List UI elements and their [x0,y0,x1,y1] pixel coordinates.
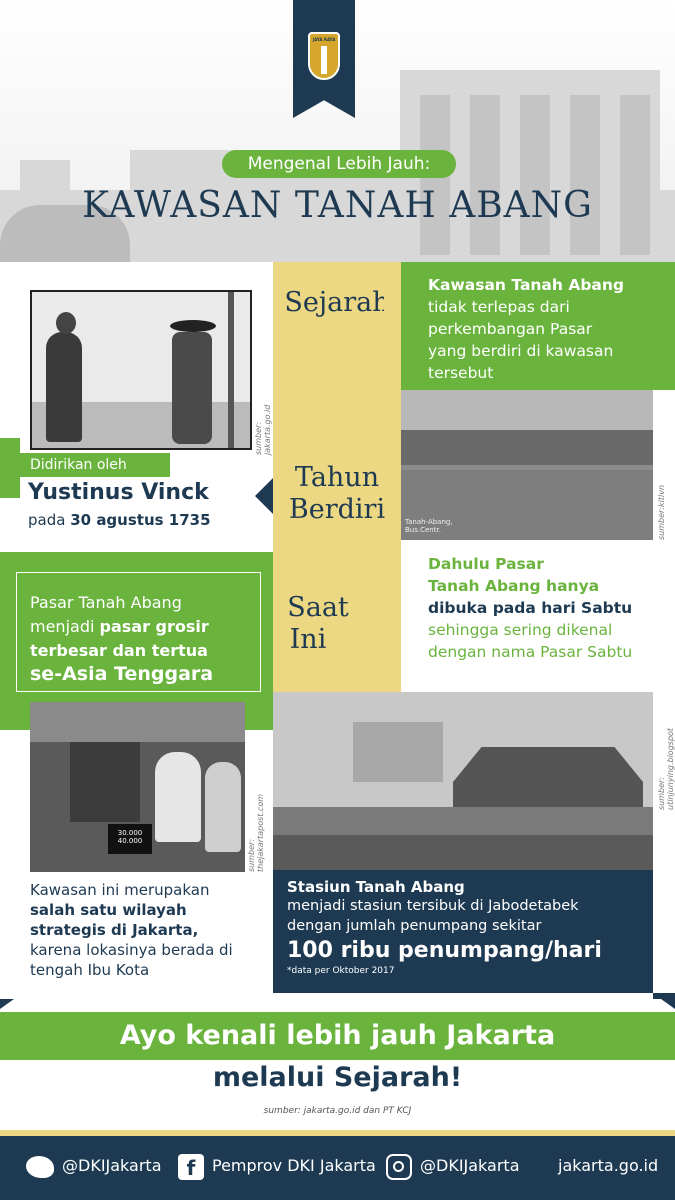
page-title: KAWASAN TANAH ABANG [82,185,593,226]
pasar-sabtu-line1: Dahulu Pasar [428,555,544,573]
cta-line2: melalui Sejarah! [212,1062,463,1093]
strategis-line5: tengah Ibu Kota [30,961,150,979]
arrow-right-icon [384,283,402,315]
station-photo [273,692,653,870]
founder-engraving-photo [30,290,252,450]
grosir-line3: terbesar dan tertua [30,641,208,660]
sejarah-line5: tersebut [428,364,494,382]
subtitle-pill: Mengenal Lebih Jauh: [222,150,456,178]
sejarah-line4: yang berdiri di kawasan [428,342,614,360]
market-ceiling [30,702,245,742]
mannequin [155,752,201,842]
photo-credit: sumber: utinjunying.blogspot [657,727,675,810]
twitter-icon [26,1156,54,1178]
old-photo-caption: Tanah-Abang, Bus.Centr. [405,518,453,534]
market-photo [30,702,245,872]
timeline-label-sejarah: Sejarah [284,287,390,318]
price-tag-1: 30.000 [117,829,143,837]
sejarah-line1: Kawasan Tanah Abang [428,276,625,294]
website-link[interactable]: jakarta.go.id [558,1156,659,1175]
founder-name: Yustinus Vinck [28,480,209,505]
cta-line1: Ayo kenali lebih jauh Jakarta [0,1012,675,1060]
strategis-line1: Kawasan ini merupakan [30,881,210,899]
building-window-column [570,95,600,255]
building-window-column [520,95,550,255]
timeline-label-ini: Ini [289,624,327,655]
photo-credit: sumber: jakarta.go.id [254,404,272,455]
photo-credit: sumber: thejakartapost.com [247,793,265,872]
stasiun-line1: menjadi stasiun tersibuk di Jabodetabek [287,898,579,914]
grosir-line2-a: menjadi [30,617,95,636]
monas-shape [321,46,327,74]
figure-woman-head [56,312,76,334]
grosir-line1: Pasar Tanah Abang [30,593,182,612]
cta-corner-left [0,999,14,1009]
sejarah-line3: perkembangan Pasar [428,320,593,338]
grosir-line2-b: pasar grosir [99,617,209,636]
figure-woman [46,332,82,442]
photo-credit: sumber:kitlvn [657,484,666,540]
founder-date: 30 agustus 1735 [70,511,211,529]
pasar-sabtu-text [428,553,632,663]
price-tag [108,824,152,854]
stasiun-line2: dengan jumlah penumpang sekitar [287,918,542,934]
old-market-photo [401,390,653,540]
sejarah-text [428,274,624,384]
grosir-line4: se-Asia Tenggara [30,663,214,685]
cta-source: sumber: jakarta.go.id dan PT KCJ [263,1106,412,1116]
strategis-line3: strategis di Jakarta, [30,921,199,939]
stasiun-text [287,878,602,976]
price-tag-2: 40.000 [117,837,143,845]
pasar-sabtu-line3: dibuka pada hari Sabtu [428,599,633,617]
train [273,807,653,835]
stasiun-title: Stasiun Tanah Abang [287,878,465,896]
pasar-sabtu-line5: dengan nama Pasar Sabtu [428,643,633,661]
building-window-column [620,95,650,255]
facebook-icon: f [178,1154,204,1180]
palm-trunk [228,292,234,448]
facebook-page[interactable]: Pemprov DKI Jakarta [212,1156,376,1175]
rail-tracks [273,835,653,870]
twitter-handle[interactable]: @DKIJakarta [62,1156,162,1175]
jakarta-emblem-icon [308,32,340,80]
arrow-left-icon [255,478,273,514]
emblem-text: JAYA RAYA [312,37,336,42]
founder-date-line [28,511,211,529]
timeline-label-tahun: Tahun [294,462,380,493]
instagram-icon [386,1154,412,1180]
figure-man-hat [170,320,216,332]
strategis-text [30,880,270,980]
instagram-lens [393,1161,404,1172]
founder-label: Didirikan oleh [20,453,170,477]
grosir-line2 [30,617,209,636]
mannequin-hijab [205,762,241,852]
cta-corner-right [661,999,675,1009]
timeline-label-berdiri: Berdiri [288,494,386,525]
sejarah-line2: tidak terlepas dari [428,298,570,316]
timeline-label-saat: Saat [287,592,349,623]
strategis-line4: karena lokasinya berada di [30,941,233,959]
pasar-sabtu-line4: sehingga sering dikenal [428,621,613,639]
pasar-sabtu-line2: Tanah Abang hanya [428,577,600,595]
social-bar [0,1130,675,1200]
building-window-column [470,95,500,255]
founder-date-prefix: pada [28,511,66,529]
figure-man [172,332,212,444]
strategis-line2: salah satu wilayah [30,901,187,919]
stasiun-big: 100 ribu penumpang/hari [287,938,602,963]
instagram-handle[interactable]: @DKIJakarta [420,1156,520,1175]
stasiun-note: *data per Oktober 2017 [287,966,395,976]
founder-accent [0,438,20,498]
clothing-rack [70,742,140,822]
station-bg-building [353,722,443,782]
old-photo-huts [401,430,653,465]
